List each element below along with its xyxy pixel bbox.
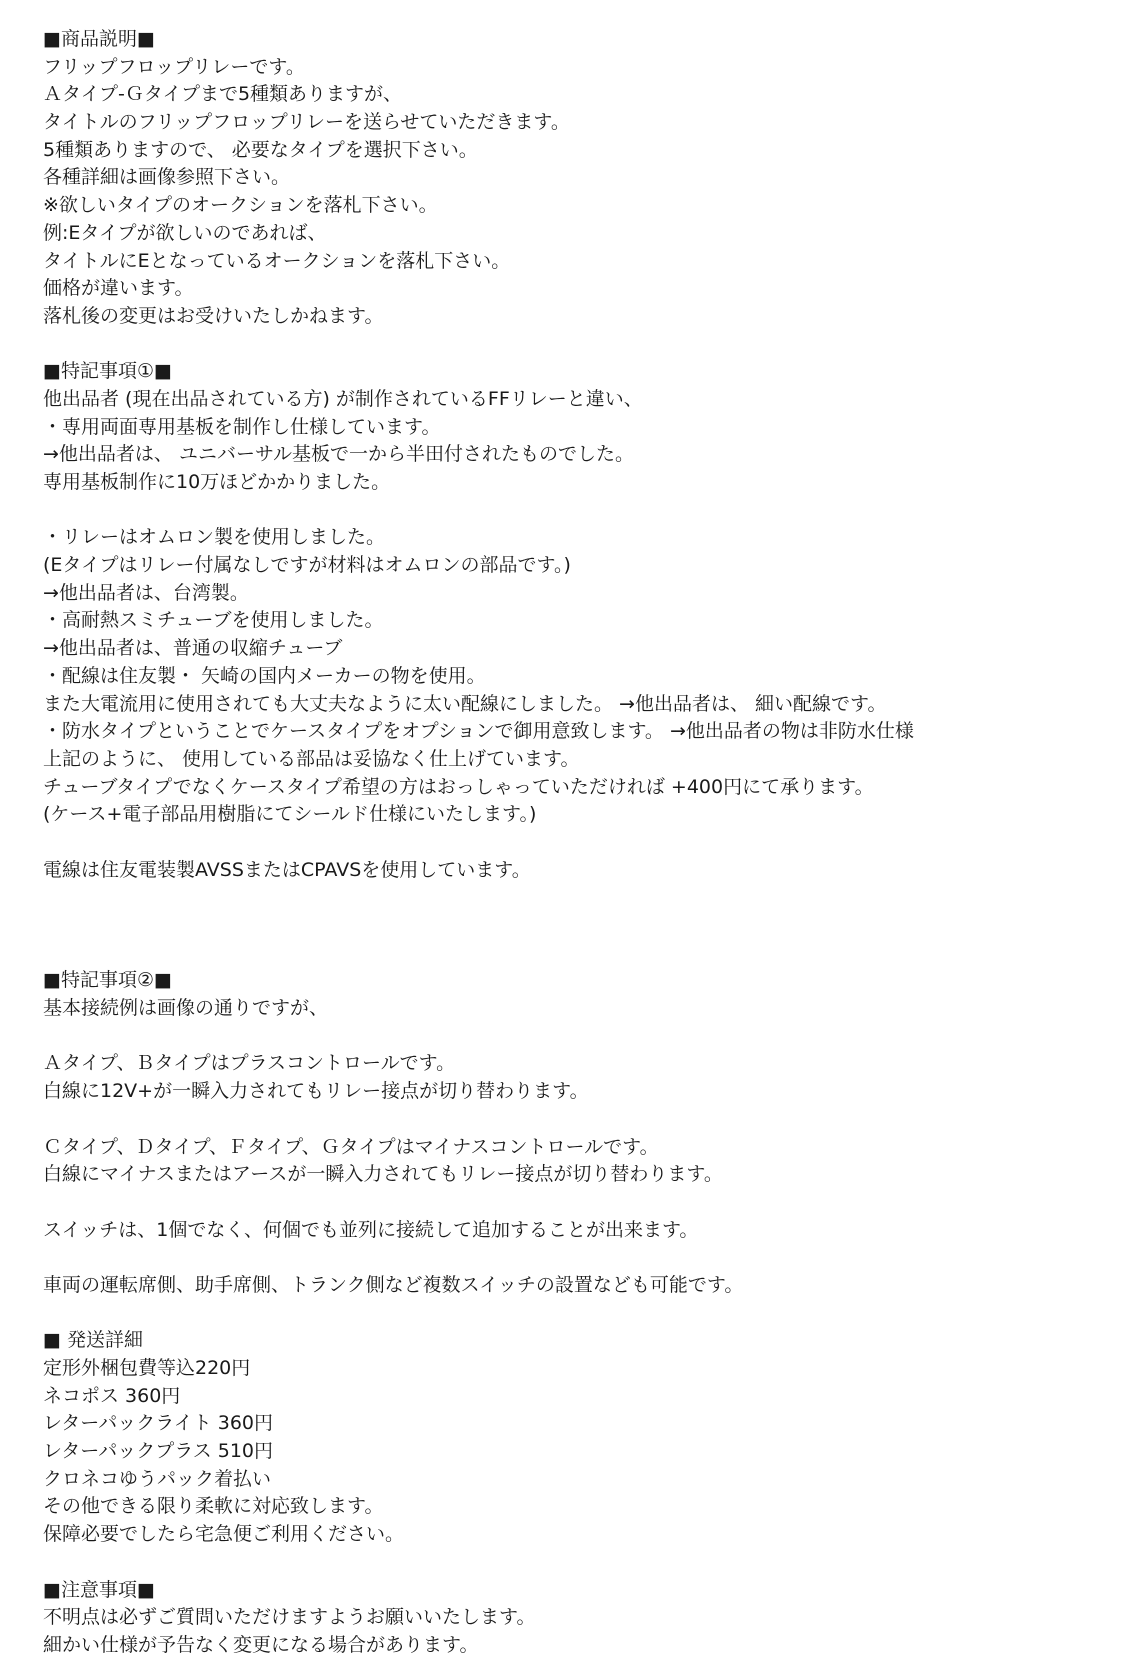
notes2-line: 車両の運転席側、助手席側、トランク側など複数スイッチの設置なども可能です。 (43, 1273, 744, 1296)
description-line: 落札後の変更はお受けいたしかねます。 (43, 304, 384, 327)
shipping-line: クロネコゆうパック着払い (43, 1467, 272, 1490)
description-line: ※欲しいタイプのオークションを落札下さい。 (43, 194, 438, 217)
listing-description (43, 26, 1113, 1660)
description-line: Ａタイプ-Ｇタイプまで5種類ありますが、 (43, 83, 403, 106)
notes2-line: 基本接続例は画像の通りですが、 (43, 997, 329, 1020)
notes2-line: Ｃタイプ、Ｄタイプ、Ｆタイプ、Ｇタイプはマイナスコントロールです。 (43, 1135, 659, 1158)
description-line: 例:Eタイプが欲しいのであれば、 (43, 221, 327, 244)
spacer (43, 1300, 1113, 1328)
notes1-line: (Eタイプはリレー付属なしですが材料はオムロンの部品です。) (43, 554, 571, 577)
spacer (43, 497, 1113, 525)
shipping-line: レターパックプラス 510円 (43, 1440, 274, 1463)
spacer (43, 331, 1113, 359)
caution-line: 不明点は必ずご質問いただけますようお願いいたします。 (43, 1606, 536, 1629)
spacer (43, 829, 1113, 857)
description-line: タイトルにEとなっているオークションを落札下さい。 (43, 249, 511, 272)
notes1-line: ・専用両面専用基板を制作し仕様しています。 (43, 415, 441, 438)
notes1-line: 専用基板制作に10万ほどかかりました。 (43, 471, 391, 493)
notes1-line: 上記のように、 使用している部品は妥協なく仕上げています。 (43, 747, 580, 770)
shipping-heading: ■ 発送詳細 (43, 1329, 143, 1352)
notes1-line: ・配線は住友製・ 矢崎の国内メーカーの物を使用。 (43, 664, 486, 687)
notes1-heading: ■特記事項①■ (43, 360, 172, 383)
notes1-line: 電線は住友電装製AVSSまたはCPAVSを使用しています。 (43, 858, 531, 881)
shipping-line: 定形外梱包費等込220円 (43, 1357, 251, 1380)
caution-line: 細かい仕様が予告なく変更になる場合があります。 (43, 1633, 479, 1656)
spacer (43, 1244, 1113, 1272)
notes1-line: →他出品者は、台湾製。 (43, 581, 249, 604)
description-line: 各種詳細は画像参照下さい。 (43, 166, 291, 189)
notes1-line: →他出品者は、 ユニバーサル基板で一から半田付されたものでした。 (43, 443, 635, 466)
notes2-line: スイッチは、1個でなく、何個でも並列に接続して追加することが出来ます。 (43, 1218, 699, 1241)
notes2-line: 白線に12V+が一瞬入力されてもリレー接点が切り替わります。 (43, 1080, 589, 1103)
spacer (43, 884, 1113, 912)
notes1-line: (ケース+電子部品用樹脂にてシールド仕様にいたします。) (43, 803, 537, 826)
caution-heading: ■注意事項■ (43, 1578, 155, 1601)
spacer (43, 912, 1113, 967)
spacer (43, 1549, 1113, 1577)
shipping-line: ネコポス 360円 (43, 1384, 181, 1407)
description-heading: ■商品説明■ (43, 28, 155, 50)
spacer (43, 1189, 1113, 1217)
notes1-line: ・リレーはオムロン製を使用しました。 (43, 526, 386, 549)
spacer (43, 1023, 1113, 1051)
description-line: フリップフロップリレーです。 (43, 55, 305, 78)
notes1-line: チューブタイプでなくケースタイプ希望の方はおっしゃっていただければ +400円にて承ります。 (43, 775, 874, 798)
notes1-line: また大電流用に使用されても大丈夫なように太い配線にしました。 →他出品者は、 細い配線です。 (43, 692, 887, 715)
notes1-line: 他出品者 (現在出品されている方) が制作されているFFリレーと違い、 (43, 387, 643, 410)
description-line: 価格が違います。 (43, 277, 194, 300)
description-line: 5種類ありますので、 必要なタイプを選択下さい。 (43, 138, 478, 161)
notes2-line: 白線にマイナスまたはアースが一瞬入力されてもリレー接点が切り替わります。 (43, 1163, 723, 1186)
shipping-line: レターパックライト 360円 (43, 1412, 274, 1435)
description-line: タイトルのフリップフロップリレーを送らせていただきます。 (43, 111, 570, 134)
shipping-line: 保障必要でしたら宅急便ご利用ください。 (43, 1523, 405, 1546)
notes2-heading: ■特記事項②■ (43, 969, 172, 992)
shipping-line: その他できる限り柔軟に対応致します。 (43, 1495, 384, 1518)
notes2-line: Ａタイプ、Ｂタイプはプラスコントロールです。 (43, 1052, 456, 1075)
notes1-line: ・高耐熱スミチューブを使用しました。 (43, 609, 384, 632)
notes1-line: ・防水タイプということでケースタイプをオプションで御用意致します。 →他出品者の物は非防水仕様 (43, 720, 914, 743)
spacer (43, 1106, 1113, 1134)
notes1-line: →他出品者は、普通の収縮チューブ (43, 637, 343, 660)
